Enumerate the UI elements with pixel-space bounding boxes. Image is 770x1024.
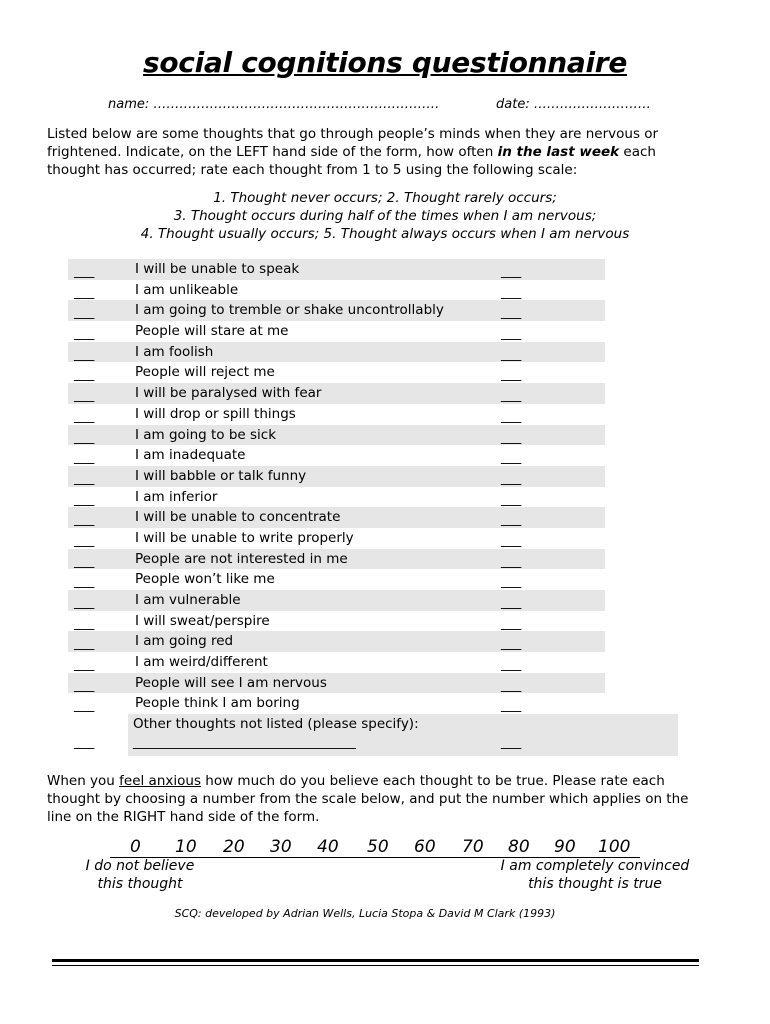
- thought-item-text: People won’t like me: [135, 571, 275, 588]
- frequency-blank[interactable]: ___: [74, 635, 95, 652]
- thought-item-row: [68, 425, 605, 446]
- frequency-blank[interactable]: ___: [74, 345, 95, 362]
- thought-item-row: [68, 590, 605, 611]
- belief-blank[interactable]: ___: [501, 387, 522, 404]
- thought-item-row: [68, 507, 605, 528]
- frequency-blank[interactable]: ___: [74, 511, 95, 528]
- name-field[interactable]: name: …………………………………………………………: [108, 97, 440, 112]
- frequency-blank[interactable]: ___: [74, 656, 95, 673]
- thought-item-text: I am unlikeable: [135, 281, 239, 298]
- belief-blank[interactable]: ___: [501, 428, 522, 445]
- belief-instructions-part2: how much do you believe each thought to be true. Please rate each thought by choosing a number from the scale below, and put the number which applies on the line on the RIGHT hand side of the form.: [47, 773, 689, 825]
- belief-blank[interactable]: ___: [501, 614, 522, 631]
- belief-blank[interactable]: ___: [501, 656, 522, 673]
- belief-blank[interactable]: ___: [501, 490, 522, 507]
- belief-instructions: [47, 772, 717, 826]
- belief-blank[interactable]: ___: [501, 283, 522, 300]
- thought-item-text: I am going red: [135, 633, 234, 650]
- belief-blank[interactable]: ___: [501, 573, 522, 590]
- frequency-blank[interactable]: ___: [74, 594, 95, 610]
- thought-item-text: I will be unable to speak: [135, 261, 300, 277]
- belief-scale-value: 100: [598, 837, 631, 857]
- thought-item-row: [68, 673, 605, 694]
- thought-item-text: I will be paralysed with fear: [135, 385, 322, 402]
- page-title: social cognitions questionnaire: [142, 46, 628, 79]
- thought-item-row: [68, 321, 605, 342]
- thought-item-row: [68, 611, 605, 632]
- belief-instructions-part1: When you: [47, 773, 120, 789]
- instructions-emphasis: in the last week: [497, 144, 620, 160]
- name-date-line: [108, 97, 651, 112]
- thought-item-row: [68, 549, 605, 570]
- footer-rule-thick: [52, 959, 699, 962]
- credit-line: SCQ: developed by Adrian Wells, Lucia Stopa & David M Clark (1993): [174, 907, 556, 920]
- thought-item-row: [68, 528, 605, 549]
- belief-blank[interactable]: ___: [501, 263, 522, 279]
- date-field[interactable]: date: ………………………: [496, 97, 651, 112]
- belief-scale-value: 0: [130, 837, 141, 857]
- thought-item-row: [68, 383, 605, 404]
- belief-blank[interactable]: ___: [501, 407, 522, 424]
- frequency-scale-line: 3. Thought occurs during half of the times when I am nervous;: [173, 208, 597, 224]
- thought-item-text: I will be unable to concentrate: [135, 509, 341, 526]
- belief-scale-value: 70: [462, 837, 484, 857]
- footer-rule-thin: [52, 965, 699, 966]
- thought-item-row: [68, 300, 605, 321]
- belief-blank[interactable]: ___: [501, 635, 522, 652]
- belief-blank[interactable]: ___: [501, 511, 522, 528]
- thought-item-text: I am inadequate: [135, 447, 246, 464]
- thought-item-text: I will sweat/perspire: [135, 612, 270, 629]
- frequency-blank[interactable]: ___: [74, 697, 95, 714]
- belief-blank[interactable]: ___: [501, 676, 522, 693]
- thought-item-text: I am weird/different: [135, 654, 268, 671]
- thought-item-text: I will drop or spill things: [135, 405, 296, 422]
- frequency-blank[interactable]: ___: [74, 734, 95, 750]
- belief-scale: [110, 837, 640, 858]
- frequency-blank[interactable]: ___: [74, 614, 95, 631]
- thought-item-text: I am inferior: [135, 488, 218, 505]
- belief-scale-value: 90: [554, 837, 576, 857]
- belief-blank[interactable]: ___: [501, 304, 522, 321]
- thought-item-row: [68, 259, 605, 280]
- frequency-blank[interactable]: ___: [74, 573, 95, 590]
- belief-blank[interactable]: ___: [501, 449, 522, 466]
- thought-item-text: People think I am boring: [135, 695, 300, 712]
- thought-item-row: [68, 466, 605, 487]
- anchor-high-line: this thought is true: [528, 876, 662, 892]
- belief-blank[interactable]: ___: [501, 469, 522, 486]
- frequency-blank[interactable]: ___: [74, 325, 95, 342]
- other-thoughts-line[interactable]: _________________________________: [133, 734, 356, 750]
- thought-item-row: [68, 487, 605, 508]
- other-thoughts-label: Other thoughts not listed (please specify):: [133, 716, 419, 732]
- belief-scale-value: 10: [175, 837, 197, 857]
- frequency-blank[interactable]: ___: [74, 552, 95, 569]
- belief-blank[interactable]: ___: [501, 345, 522, 362]
- frequency-blank[interactable]: ___: [74, 283, 95, 300]
- thought-item-text: I am vulnerable: [135, 592, 241, 608]
- thought-item-row: [68, 693, 605, 714]
- instructions-part1: Listed below are some thoughts that go through people’s minds when they are nervous or frightened. Indicate, on the LEFT hand side of the form, how often: [47, 126, 659, 160]
- thought-items-list: [68, 259, 605, 714]
- thought-item-row: [68, 404, 605, 425]
- thought-item-text: People will reject me: [135, 364, 275, 381]
- thought-item-row: [68, 631, 605, 652]
- belief-blank[interactable]: ___: [501, 594, 522, 610]
- thought-item-row: [68, 362, 605, 383]
- anchor-high-line: I am completely convinced: [500, 858, 690, 874]
- thought-item-row: [68, 652, 605, 673]
- anchor-low: [80, 857, 200, 893]
- instructions-paragraph: [47, 125, 712, 179]
- belief-scale-value: 40: [317, 837, 339, 857]
- thought-item-row: [68, 342, 605, 363]
- belief-scale-value: 60: [414, 837, 436, 857]
- anchor-high: [500, 857, 690, 893]
- frequency-blank[interactable]: ___: [74, 304, 95, 321]
- frequency-blank[interactable]: ___: [74, 387, 95, 404]
- thought-item-text: People will see I am nervous: [135, 674, 327, 691]
- thought-item-text: People will stare at me: [135, 323, 289, 340]
- frequency-blank[interactable]: ___: [74, 366, 95, 383]
- anchor-low-line: this thought: [97, 876, 183, 892]
- frequency-blank[interactable]: ___: [74, 263, 95, 279]
- belief-blank[interactable]: ___: [501, 366, 522, 383]
- frequency-blank[interactable]: ___: [74, 676, 95, 693]
- belief-blank[interactable]: ___: [501, 531, 522, 548]
- belief-scale-value: 30: [270, 837, 292, 857]
- thought-item-text: I will babble or talk funny: [135, 467, 307, 484]
- belief-instructions-underlined: feel anxious: [119, 773, 201, 789]
- belief-blank[interactable]: ___: [501, 325, 522, 342]
- belief-blank[interactable]: ___: [501, 697, 522, 714]
- frequency-scale-line: 4. Thought usually occurs; 5. Thought always occurs when I am nervous: [140, 226, 630, 242]
- instructions-part2: each thought has occurred; rate each thought from 1 to 5 using the following scale:: [47, 144, 656, 178]
- thought-item-row: [68, 280, 605, 301]
- frequency-blank[interactable]: ___: [74, 531, 95, 548]
- thought-item-text: I am foolish: [135, 343, 214, 360]
- other-thoughts-row: [68, 714, 678, 756]
- thought-item-text: I will be unable to write properly: [135, 529, 354, 546]
- belief-blank[interactable]: ___: [501, 552, 522, 569]
- thought-item-text: I am going to be sick: [135, 426, 277, 443]
- frequency-blank[interactable]: ___: [74, 469, 95, 486]
- anchor-low-line: I do not believe: [85, 858, 195, 874]
- thought-item-text: People are not interested in me: [135, 550, 348, 567]
- thought-item-row: [68, 569, 605, 590]
- frequency-blank[interactable]: ___: [74, 449, 95, 466]
- frequency-scale-line: 1. Thought never occurs; 2. Thought rarely occurs;: [213, 190, 557, 206]
- frequency-blank[interactable]: ___: [74, 490, 95, 507]
- thought-item-text: I am going to tremble or shake uncontrollably: [135, 302, 444, 319]
- belief-scale-value: 80: [508, 837, 530, 857]
- frequency-scale: [0, 189, 770, 243]
- belief-blank[interactable]: ___: [501, 734, 522, 750]
- belief-scale-value: 20: [223, 837, 245, 857]
- belief-scale-value: 50: [367, 837, 389, 857]
- frequency-blank[interactable]: ___: [74, 428, 95, 445]
- frequency-blank[interactable]: ___: [74, 407, 95, 424]
- thought-item-row: [68, 445, 605, 466]
